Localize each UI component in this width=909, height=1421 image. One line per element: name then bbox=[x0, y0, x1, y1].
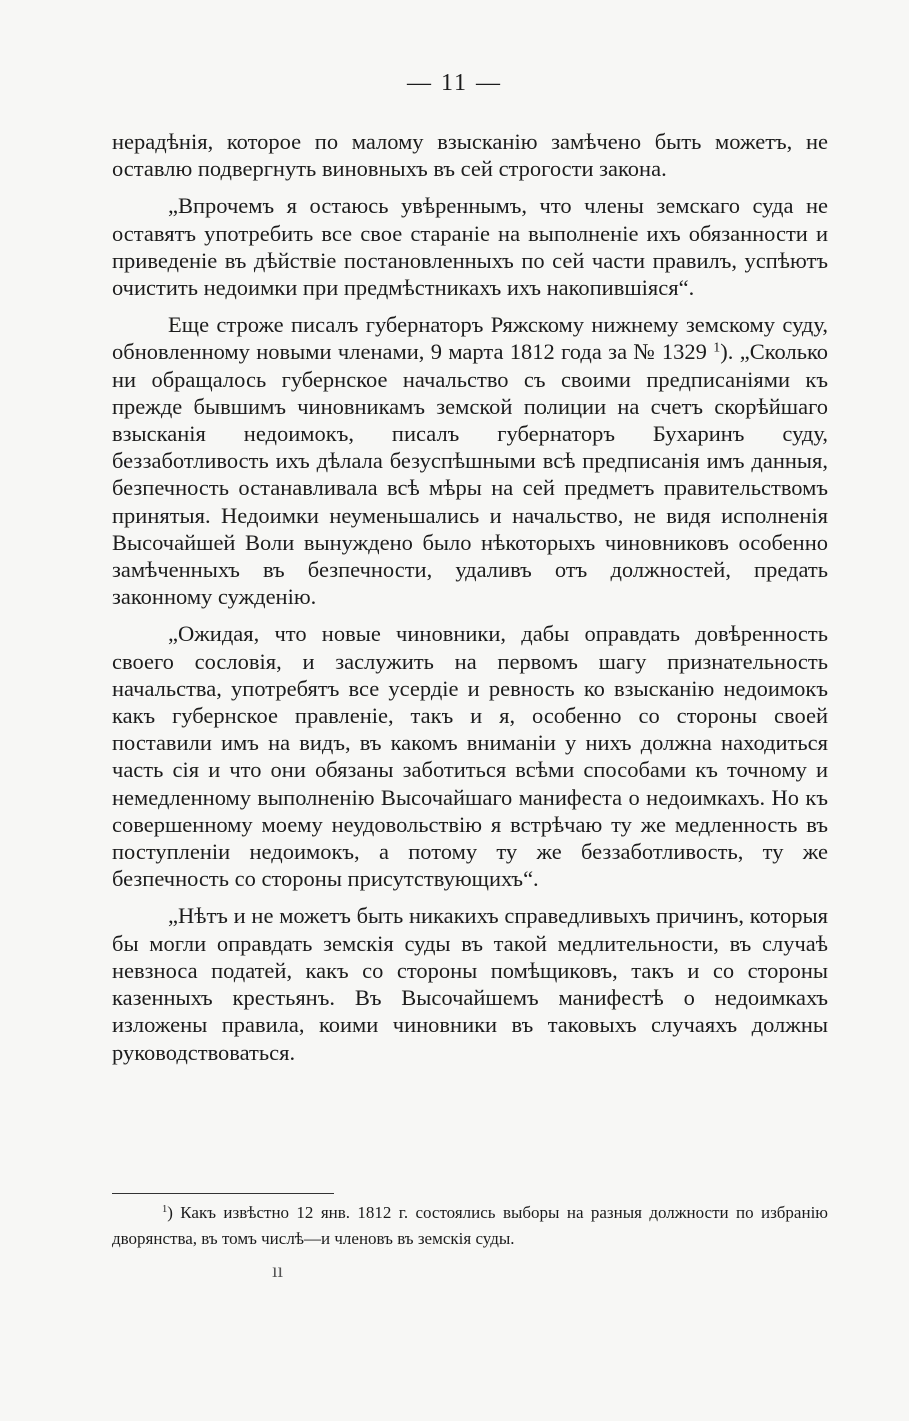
paragraph-4: „Ожидая, что новые чиновники, дабы оправдать довѣренность своего сословія, и заслужить на первомъ шагу признательность начальства, употребятъ все усердіе и ревность ко взысканію недоимокъ какъ губернское правленіе, такъ и я, особенно со стороны своей поставили имъ на видъ, въ какомъ вниманіи у нихъ должна находиться часть сія и что они обязаны заботиться всѣми способами къ точному и немедленному выполненію Высочайшаго манифеста о недоимкахъ. Но къ совершенному моему неудовольствію я встрѣчаю ту же медленность въ поступленіи недоимокъ, а потому ту же беззаботливость, ту же безпечность со стороны присутствующихъ“. bbox=[112, 621, 828, 892]
paragraph-2: „Впрочемъ я остаюсь увѣреннымъ, что члены земскаго суда не оставятъ употребить все свое стараніе на выполненіе ихъ обязанности и приведеніе въ дѣйствіе постановленныхъ по сей части правилъ, успѣютъ очистить недоимки при предмѣстникахъ ихъ накопившіяся“. bbox=[112, 193, 828, 301]
paragraph-3-continuation: ). „Сколько ни обращалось губернское начальство съ своими предписаніями къ прежде бывшимъ чиновникамъ земской полиции на счетъ скорѣйшаго взысканія недоимокъ, писалъ губернаторъ Бухаринъ суду, беззаботливость ихъ дѣлала безуспѣшными всѣ предписанія имъ данныя, безпечность останавливала всѣ мѣры на сей предметъ правительствомъ принятыя. Недоимки неуменьшались и начальство, не видя исполненія Высочайшей Воли вынуждено было нѣкоторыхъ чиновниковъ особенно замѣченныхъ въ безпечности, удаливъ отъ должностей, предать законному сужденію. bbox=[112, 339, 828, 610]
page-number: — 11 — bbox=[406, 70, 503, 96]
footnote-reference[interactable]: 1 bbox=[713, 340, 721, 356]
paragraph-3 bbox=[112, 311, 828, 610]
footnote-divider bbox=[112, 1193, 334, 1194]
paragraph-1: нерадѣнія, которое по малому взысканію замѣчено быть можетъ, не оставлю подвергнуть виновныхъ въ сей строгости закона. bbox=[112, 129, 828, 182]
paragraph-3-text: Еще строже писалъ губернаторъ Ряжскому нижнему земскому суду, обновленному новыми членами, 9 марта 1812 года за № 1329 bbox=[112, 312, 828, 365]
footnote-marker: 1 bbox=[162, 1204, 168, 1216]
footnote bbox=[112, 1200, 828, 1252]
body-text bbox=[112, 128, 828, 1066]
scan-speck: ıı bbox=[272, 1260, 284, 1282]
footnote-text: ) Какъ извѣстно 12 янв. 1812 г. состоялись выборы на разныя должности по избранію дворянства, въ томъ числѣ—и членовъ въ земскія суды. bbox=[112, 1203, 828, 1248]
paragraph-5: „Нѣтъ и не можетъ быть никакихъ справедливыхъ причинъ, которыя бы могли оправдать земскія суды въ такой медлительности, въ случаѣ невзноса податей, какъ со стороны помѣщиковъ, такъ и со стороны казенныхъ крестьянъ. Въ Высочайшемъ манифестѣ о недоимкахъ изложены правила, коими чиновники въ таковыхъ случаяхъ должны руководствоваться. bbox=[112, 903, 828, 1065]
